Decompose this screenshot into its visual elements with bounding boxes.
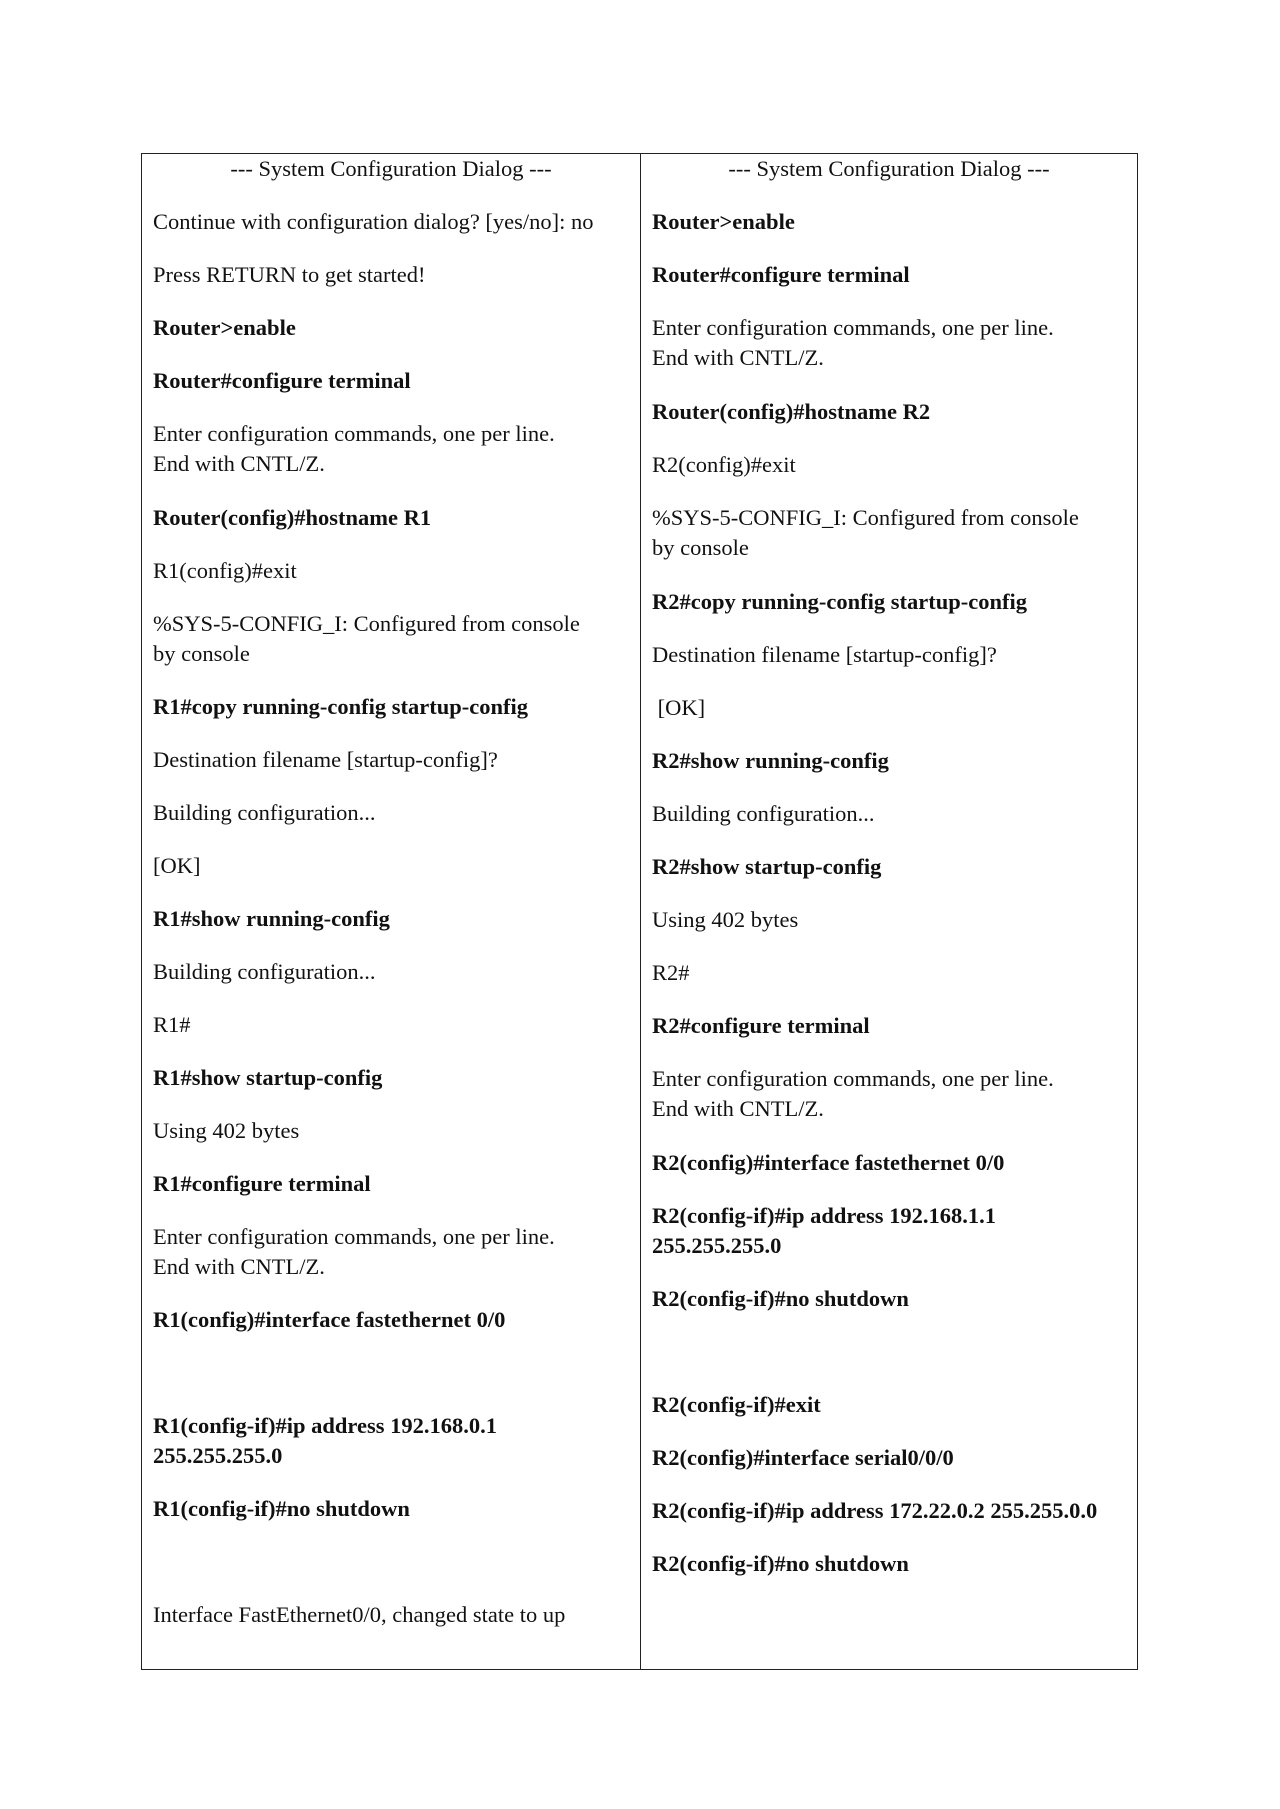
command-line: R1#copy running-config startup-config [153,694,529,719]
column-header: --- System Configuration Dialog --- [728,156,1050,181]
config-line: Enter configuration commands, one per line. End with CNTL/Z. [652,1066,1054,1121]
config-table [141,153,1138,1670]
config-line: Building configuration... [652,801,875,826]
config-line: Using 402 bytes [652,907,799,932]
command-line: R2(config-if)#ip address 172.22.0.2 255.255.0.0 [652,1498,1098,1523]
command-line: R2(config)#interface fastethernet 0/0 [652,1150,1005,1175]
config-line: [OK] [652,695,706,720]
command-line: R1#show running-config [153,906,390,931]
config-line: Enter configuration commands, one per line. End with CNTL/Z. [652,315,1054,370]
command-line: Router#configure terminal [153,368,411,393]
config-line: Enter configuration commands, one per line. End with CNTL/Z. [153,421,555,476]
config-line: [OK] [153,853,201,878]
config-line: Building configuration... [153,800,376,825]
command-line: R2(config-if)#ip address 192.168.1.1 255.255.255.0 [652,1203,996,1258]
config-line: Enter configuration commands, one per line. End with CNTL/Z. [153,1224,555,1279]
config-line: %SYS-5-CONFIG_I: Configured from console by console [652,505,1079,560]
command-line: Router#configure terminal [652,262,910,287]
command-line: R2(config)#interface serial0/0/0 [652,1445,954,1470]
r2-config-column [641,154,1137,1669]
config-line: Building configuration... [153,959,376,984]
config-line: Using 402 bytes [153,1118,300,1143]
config-line: R2# [652,960,690,985]
column-header: --- System Configuration Dialog --- [230,156,552,181]
config-line: R1(config)#exit [153,558,297,583]
command-line: R2(config-if)#no shutdown [652,1551,909,1576]
config-line: Press RETURN to get started! [153,262,426,287]
command-line: R1(config-if)#ip address 192.168.0.1 255.255.255.0 [153,1413,497,1468]
command-line: R2#copy running-config startup-config [652,589,1028,614]
r1-config-column [142,154,641,1669]
command-line: R2#show running-config [652,748,889,773]
command-line: R1(config)#interface fastethernet 0/0 [153,1307,506,1332]
command-line: Router>enable [652,209,795,234]
command-line: Router(config)#hostname R1 [153,505,432,530]
config-line: %SYS-5-CONFIG_I: Configured from console by console [153,611,580,666]
config-line: Continue with configuration dialog? [yes/no]: no [153,209,594,234]
config-line: R1# [153,1012,191,1037]
config-line: Destination filename [startup-config]? [153,747,498,772]
command-line: Router>enable [153,315,296,340]
config-line: Destination filename [startup-config]? [652,642,997,667]
command-line: R1#configure terminal [153,1171,371,1196]
command-line: R2#configure terminal [652,1013,870,1038]
command-line: R2(config-if)#exit [652,1392,821,1417]
command-line: Router(config)#hostname R2 [652,399,931,424]
config-line: R2(config)#exit [652,452,796,477]
command-line: R2(config-if)#no shutdown [652,1286,909,1311]
command-line: R1#show startup-config [153,1065,383,1090]
config-line: Interface FastEthernet0/0, changed state to up [153,1602,566,1627]
command-line: R1(config-if)#no shutdown [153,1496,410,1521]
command-line: R2#show startup-config [652,854,882,879]
